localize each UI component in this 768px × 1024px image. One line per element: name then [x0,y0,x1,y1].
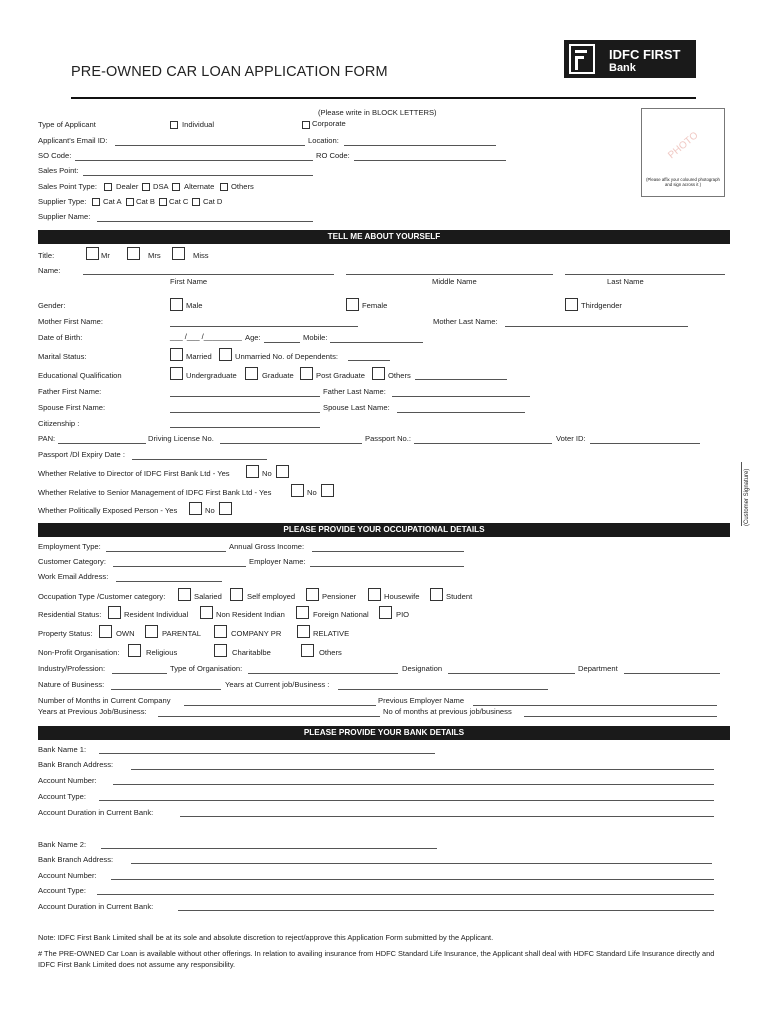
dsa-label: DSA [153,182,169,191]
undergraduate-label: Undergraduate [186,371,237,380]
salaried-checkbox[interactable] [178,588,191,601]
cat-a-label: Cat A [103,197,122,206]
dsa-checkbox[interactable] [142,183,150,191]
section-header-about: TELL ME ABOUT YOURSELF [38,230,730,244]
logo-mark-icon [569,44,595,74]
non-profit-label: Non-Profit Organisation: [38,648,120,657]
father-first-name-label: Father First Name: [38,387,102,396]
age-field[interactable] [264,334,300,343]
pan-label: PAN: [38,434,56,443]
corporate-label: Corporate [312,119,346,128]
mr-label: Mr [101,251,110,260]
dealer-checkbox[interactable] [104,183,112,191]
salaried-label: Salaried [194,592,222,601]
supplier-name-label: Supplier Name: [38,212,91,221]
photo-watermark: PHOTO [666,130,701,162]
foreign-national-label: Foreign National [313,610,369,619]
mother-first-name-label: Mother First Name: [38,317,103,326]
cat-c-label: Cat C [169,197,189,206]
account-number-1-field[interactable] [113,776,714,785]
account-number-1-label: Account Number: [38,776,97,785]
months-prev-label: No of months at previous job/business [383,707,512,716]
first-name-field[interactable] [83,266,334,275]
graduate-checkbox[interactable] [245,367,258,380]
gender-label: Gender: [38,301,66,310]
employer-name-label: Employer Name: [249,557,306,566]
pio-label: PIO [396,610,410,619]
charitable-label: Charitablbe [232,648,271,657]
male-label: Male [186,301,203,310]
form-title: PRE-OWNED CAR LOAN APPLICATION FORM [71,64,388,80]
middle-name-field[interactable] [346,266,553,275]
mrs-label: Mrs [148,251,161,260]
cat-d-checkbox[interactable] [192,198,200,206]
bank-name-2-field[interactable] [101,840,437,849]
charitable-checkbox[interactable] [214,644,227,657]
industry-label: Industry/Profession: [38,664,106,673]
designation-field[interactable] [448,665,575,674]
nature-business-field[interactable] [111,681,221,690]
resident-individual-label: Resident Individual [124,610,189,619]
account-type-1-label: Account Type: [38,792,86,801]
housewife-label: Housewife [384,592,420,601]
gross-income-label: Annual Gross Income: [229,542,305,551]
mother-first-name-field[interactable] [170,318,358,327]
block-letters-note: (Please write in BLOCK LETTERS) [318,108,437,117]
passport-label: Passport No.: [365,434,412,443]
location-field[interactable] [344,137,496,146]
dob-field[interactable]: ___ /___ /_________ [170,332,242,341]
prev-employer-field[interactable] [473,697,717,706]
driving-license-field[interactable] [220,435,362,444]
prev-employer-label: Previous Employer Name [378,696,465,705]
religious-label: Religious [146,648,178,657]
others-label: Others [231,182,254,191]
mother-last-name-field[interactable] [505,318,688,327]
voter-id-field[interactable] [590,435,700,444]
relative-senior-no-checkbox[interactable] [321,484,334,497]
customer-category-field[interactable] [113,558,246,567]
relative-label: RELATIVE [313,629,350,638]
postgraduate-label: Post Graduate [316,371,365,380]
last-name-field[interactable] [565,266,725,275]
male-checkbox[interactable] [170,298,183,311]
passport-expiry-label: Passport /Dl Expiry Date : [38,450,125,459]
female-checkbox[interactable] [346,298,359,311]
employment-type-field[interactable] [106,543,226,552]
mrs-checkbox[interactable] [127,247,140,260]
marital-status-label: Marital Status: [38,352,87,361]
department-field[interactable] [624,665,720,674]
np-others-checkbox[interactable] [301,644,314,657]
education-label: Educational Qualification [38,371,122,380]
edu-others-field[interactable] [415,371,507,380]
np-others-label: Others [319,648,342,657]
bank-name-2-label: Bank Name 2: [38,840,87,849]
driving-license-label: Driving License No. [148,434,214,443]
middle-name-caption: Middle Name [432,277,477,286]
header-rule [71,97,696,99]
residential-status-label: Residential Status: [38,610,102,619]
so-code-label: SO Code: [38,151,72,160]
type-of-applicant-label: Type of Applicant [38,120,96,129]
ro-code-field[interactable] [354,152,506,161]
student-checkbox[interactable] [430,588,443,601]
relative-director-no-label: No [262,469,272,478]
occupation-type-label: Occupation Type /Customer category: [38,592,166,601]
pep-label: Whether Politically Exposed Person - Yes [38,506,178,515]
title-label: Title: [38,251,55,260]
industry-field[interactable] [112,665,167,674]
photo-box [641,108,725,197]
postgraduate-checkbox[interactable] [300,367,313,380]
individual-checkbox[interactable] [170,121,178,129]
employment-type-label: Employment Type: [38,542,101,551]
years-current-field[interactable] [338,681,548,690]
dependents-field[interactable] [348,352,390,361]
department-label: Department [578,664,618,673]
housewife-checkbox[interactable] [368,588,381,601]
relative-senior-yes-checkbox[interactable] [291,484,304,497]
note-1: Note: IDFC First Bank Limited shall be at its sole and absolute discretion to reject/approve this Application Form submitted by the Applicant. [38,933,494,942]
ro-code-label: RO Code: [316,151,350,160]
bank-name-1-field[interactable] [99,745,435,754]
female-label: Female [362,301,388,310]
first-name-caption: First Name [170,277,208,286]
photo-instruction: (Please affix your coloured photograph and sign across it ) [646,177,720,188]
branch-address-2-field[interactable] [131,855,712,864]
account-number-2-label: Account Number: [38,871,97,880]
email-field[interactable] [115,137,305,146]
self-employed-label: Self employed [247,592,296,601]
name-label: Name: [38,266,61,275]
customer-category-label: Customer Category: [38,557,106,566]
undergraduate-checkbox[interactable] [170,367,183,380]
spouse-first-name-label: Spouse First Name: [38,403,106,412]
company-pr-checkbox[interactable] [214,625,227,638]
account-duration-2-label: Account Duration in Current Bank: [38,902,154,911]
months-current-label: Number of Months in Current Company [38,696,171,705]
years-current-label: Years at Current job/Business : [225,680,330,689]
pio-checkbox[interactable] [379,606,392,619]
months-prev-field[interactable] [524,708,717,717]
unmarried-checkbox[interactable] [219,348,232,361]
dob-label: Date of Birth: [38,333,83,342]
account-type-2-field[interactable] [97,886,714,895]
edu-others-checkbox[interactable] [372,367,385,380]
mobile-field[interactable] [330,334,423,343]
account-duration-2-field[interactable] [178,902,714,911]
nri-checkbox[interactable] [200,606,213,619]
designation-label: Designation [402,664,443,673]
account-type-2-label: Account Type: [38,886,86,895]
company-pr-label: COMPANY PR [231,629,282,638]
sales-point-type-label: Sales Point Type: [38,182,97,191]
years-prev-label: Years at Previous Job/Business: [38,707,147,716]
nri-label: Non Resident Indian [216,610,285,619]
type-org-field[interactable] [248,665,398,674]
pensioner-label: Pensioner [322,592,357,601]
mr-checkbox[interactable] [86,247,99,260]
miss-label: Miss [193,251,209,260]
relative-senior-no-label: No [307,488,317,497]
father-first-name-field[interactable] [170,388,320,397]
others-checkbox[interactable] [220,183,228,191]
cat-d-label: Cat D [203,197,223,206]
account-number-2-field[interactable] [111,871,714,880]
relative-checkbox[interactable] [297,625,310,638]
unmarried-label: Unmarried No. of Dependents: [235,352,338,361]
parental-checkbox[interactable] [145,625,158,638]
work-email-field[interactable] [116,573,222,582]
logo-text-line1: IDFC FIRST [609,47,681,62]
pep-no-label: No [205,506,215,515]
dealer-label: Dealer [116,182,139,191]
spouse-first-name-field[interactable] [170,404,320,413]
spouse-last-name-field[interactable] [397,404,525,413]
nature-business-label: Nature of Business: [38,680,105,689]
account-duration-1-label: Account Duration in Current Bank: [38,808,154,817]
relative-director-no-checkbox[interactable] [276,465,289,478]
mobile-label: Mobile: [303,333,328,342]
logo-text-line2: Bank [609,62,636,74]
branch-address-2-label: Bank Branch Address: [38,855,114,864]
self-employed-checkbox[interactable] [230,588,243,601]
cat-a-checkbox[interactable] [92,198,100,206]
relative-senior-label: Whether Relative to Senior Management of IDFC First Bank Ltd - Yes [38,488,272,497]
location-label: Location: [308,136,339,145]
alternate-checkbox[interactable] [172,183,180,191]
sales-point-label: Sales Point: [38,166,79,175]
resident-individual-checkbox[interactable] [108,606,121,619]
thirdgender-checkbox[interactable] [565,298,578,311]
own-checkbox[interactable] [99,625,112,638]
married-label: Married [186,352,212,361]
account-type-1-field[interactable] [99,792,714,801]
branch-address-1-label: Bank Branch Address: [38,760,114,769]
sales-point-field[interactable] [83,167,313,176]
graduate-label: Graduate [262,371,294,380]
passport-field[interactable] [414,435,552,444]
customer-signature-label: (Customer Signature) [744,468,750,526]
note-2: # The PRE-OWNED Car Loan is available without other offerings. In relation to availing insurance from HDFC Standard Life Insurance, the Applicant shall deal with HDFC Standard Life Insurance directly and IDFC First Bank Limited does not assume any responsibility. [38,949,715,970]
signature-line[interactable] [741,462,742,526]
cat-b-label: Cat B [136,197,155,206]
cat-b-checkbox[interactable] [126,198,134,206]
property-status-label: Property Status: [38,629,93,638]
alternate-label: Alternate [184,182,215,191]
so-code-field[interactable] [75,152,313,161]
pep-no-checkbox[interactable] [219,502,232,515]
work-email-label: Work Email Address: [38,572,109,581]
branch-address-1-field[interactable] [131,761,714,770]
individual-label: Individual [182,120,215,129]
spouse-last-name-label: Spouse Last Name: [323,403,390,412]
section-header-bank: PLEASE PROVIDE YOUR BANK DETAILS [38,726,730,740]
section-header-occupation: PLEASE PROVIDE YOUR OCCUPATIONAL DETAILS [38,523,730,537]
age-label: Age: [245,333,261,342]
relative-director-label: Whether Relative to Director of IDFC First Bank Ltd - Yes [38,469,230,478]
supplier-type-label: Supplier Type: [38,197,87,206]
miss-checkbox[interactable] [172,247,185,260]
own-label: OWN [116,629,135,638]
pep-yes-checkbox[interactable] [189,502,202,515]
relative-director-yes-checkbox[interactable] [246,465,259,478]
married-checkbox[interactable] [170,348,183,361]
parental-label: PARENTAL [162,629,201,638]
student-label: Student [446,592,473,601]
pan-field[interactable] [58,435,146,444]
passport-expiry-field[interactable] [132,451,267,460]
email-label: Applicant's Email ID: [38,136,108,145]
corporate-checkbox[interactable] [302,121,310,129]
religious-checkbox[interactable] [128,644,141,657]
citizenship-field[interactable] [170,419,320,428]
account-duration-1-field[interactable] [180,808,714,817]
employer-name-field[interactable] [310,558,464,567]
voter-id-label: Voter ID: [556,434,586,443]
gross-income-field[interactable] [312,543,464,552]
edu-others-label: Others [388,371,411,380]
father-last-name-label: Father Last Name: [323,387,386,396]
citizenship-label: Citizenship : [38,419,80,428]
idfc-logo [564,40,696,78]
thirdgender-label: Thirdgender [581,301,622,310]
supplier-name-field[interactable] [97,213,313,222]
mother-last-name-label: Mother Last Name: [433,317,498,326]
type-org-label: Type of Organisation: [170,664,243,673]
years-prev-field[interactable] [158,708,380,717]
bank-name-1-label: Bank Name 1: [38,745,87,754]
foreign-national-checkbox[interactable] [296,606,309,619]
last-name-caption: Last Name [607,277,644,286]
cat-c-checkbox[interactable] [159,198,167,206]
pensioner-checkbox[interactable] [306,588,319,601]
months-current-field[interactable] [184,697,376,706]
father-last-name-field[interactable] [392,388,530,397]
